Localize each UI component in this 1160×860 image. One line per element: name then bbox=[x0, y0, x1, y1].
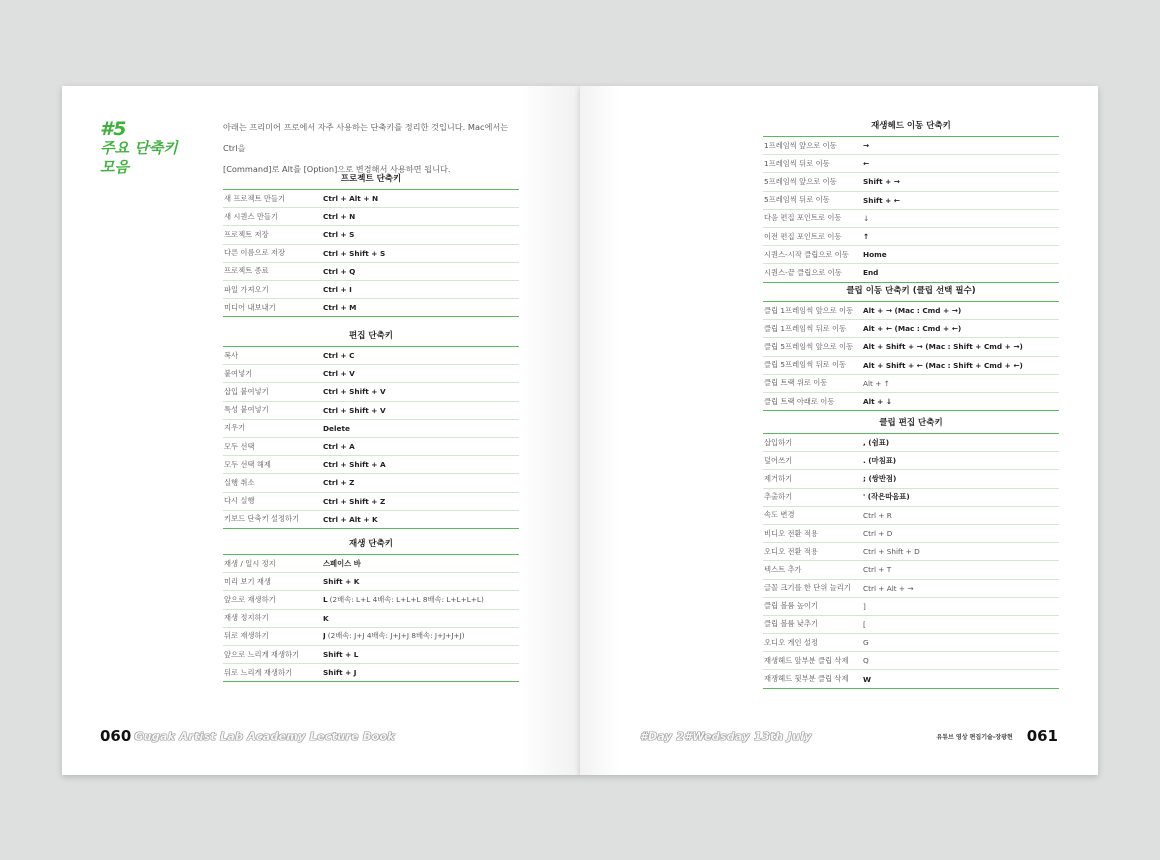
shortcut-action: 클립 5프레임씩 뒤로 이동 bbox=[764, 360, 847, 370]
key-combo: Ctrl + A bbox=[323, 442, 355, 452]
table-row bbox=[763, 543, 1059, 561]
shortcut-action: 재쟁헤드 뒷부분 클립 삭제 bbox=[764, 674, 849, 684]
shortcut-keys bbox=[323, 249, 519, 258]
table-row bbox=[223, 226, 519, 244]
table-row bbox=[763, 375, 1059, 393]
key-combo: J bbox=[323, 631, 326, 641]
shortcut-keys bbox=[863, 584, 1059, 593]
key-combo: Ctrl + Alt + K bbox=[323, 514, 378, 524]
shortcut-action: 시퀀스-시작 클립으로 이동 bbox=[764, 249, 849, 259]
section-title-line1: 주요 단축키 bbox=[100, 139, 178, 157]
shortcut-keys bbox=[863, 379, 1059, 388]
key-combo: Shift + ← bbox=[863, 195, 900, 205]
shortcut-action: 속도 변경 bbox=[764, 510, 795, 520]
shortcut-keys bbox=[863, 397, 1059, 406]
shortcut-action: 덮어쓰기 bbox=[764, 455, 793, 465]
shortcut-action: 클립 1프레임씩 뒤로 이동 bbox=[764, 323, 847, 333]
table-row bbox=[763, 489, 1059, 507]
shortcut-action: 텍스트 추가 bbox=[764, 564, 802, 574]
key-combo: Shift + J bbox=[323, 668, 357, 678]
shortcut-keys bbox=[323, 303, 519, 312]
table-row bbox=[763, 670, 1059, 688]
shortcut-action: 키보드 단축키 설정하기 bbox=[224, 514, 300, 524]
shortcut-action: 1프레임씩 뒤로 이동 bbox=[764, 158, 830, 168]
shortcut-keys bbox=[863, 474, 1059, 484]
key-combo: [ bbox=[863, 619, 866, 629]
table-row bbox=[223, 190, 519, 208]
table-row bbox=[763, 338, 1059, 356]
key-combo: Delete bbox=[323, 423, 350, 433]
table-row bbox=[763, 264, 1059, 282]
shortcut-action: 다음 편집 포인트로 이동 bbox=[764, 213, 842, 223]
shortcut-action: 클립 트랙 아래로 이동 bbox=[764, 396, 835, 406]
shortcut-keys bbox=[323, 406, 519, 415]
shortcut-keys bbox=[323, 515, 519, 524]
credit-text: 유튜브 영상 편집기술-장광현 bbox=[936, 733, 1013, 741]
table-row bbox=[223, 591, 519, 609]
shortcut-keys bbox=[323, 267, 519, 276]
table-title: 프로젝트 단축키 bbox=[223, 172, 519, 190]
shortcut-keys bbox=[323, 460, 519, 469]
key-combo: Ctrl + I bbox=[323, 285, 352, 295]
shortcut-keys bbox=[323, 577, 519, 586]
shortcut-action: 앞으로 느리게 재생하기 bbox=[224, 649, 300, 659]
shortcut-action: 미디어 내보내기 bbox=[224, 302, 276, 312]
shortcut-action: 오디오 게인 설정 bbox=[764, 637, 818, 647]
shortcut-action: 추출하기 bbox=[764, 492, 793, 502]
shortcut-action: 다른 이름으로 저장 bbox=[224, 248, 286, 258]
shortcut-action: 제거하기 bbox=[764, 473, 793, 483]
shortcut-action: 삽입 붙여넣기 bbox=[224, 386, 269, 396]
shortcut-action: 1프레임씩 앞으로 이동 bbox=[764, 140, 837, 150]
key-combo: Ctrl + V bbox=[323, 369, 355, 379]
shortcut-keys bbox=[863, 177, 1059, 186]
shortcut-keys bbox=[863, 342, 1059, 351]
shortcut-action: 클립 볼륨 높이기 bbox=[764, 601, 818, 611]
shortcut-keys bbox=[863, 602, 1059, 611]
shortcut-action: 프로젝트 저장 bbox=[224, 229, 269, 239]
table-row bbox=[223, 208, 519, 226]
key-combo: K bbox=[323, 613, 329, 623]
key-note: (2배속: J+J 4배속: J+J+J 8배속: J+J+J+J) bbox=[327, 631, 465, 641]
table-row bbox=[223, 511, 519, 529]
key-combo: Ctrl + C bbox=[323, 351, 355, 361]
key-combo: L bbox=[323, 594, 328, 604]
key-combo: ↑ bbox=[863, 232, 870, 242]
table-row bbox=[223, 402, 519, 420]
shortcut-action: 클립 트랙 위로 이동 bbox=[764, 378, 828, 388]
key-combo: Ctrl + Alt + → bbox=[863, 583, 914, 593]
table-row bbox=[223, 263, 519, 281]
shortcut-action: 재생 / 일시 정지 bbox=[224, 558, 276, 568]
table-row bbox=[763, 210, 1059, 228]
shortcut-keys bbox=[863, 620, 1059, 629]
shortcut-keys bbox=[323, 631, 519, 641]
shortcut-action: 실행 취소 bbox=[224, 477, 255, 487]
table-row bbox=[763, 561, 1059, 579]
table-playhead-shortcuts bbox=[763, 119, 1059, 283]
shortcut-keys bbox=[323, 230, 519, 239]
shortcut-keys bbox=[323, 668, 519, 677]
table-title: 재생 단축키 bbox=[223, 537, 519, 555]
key-combo: Home bbox=[863, 250, 887, 260]
shortcut-keys bbox=[863, 159, 1059, 168]
key-combo: Alt + ↓ bbox=[863, 397, 892, 407]
shortcut-action: 모두 선택 해제 bbox=[224, 459, 271, 469]
key-combo: Ctrl + N bbox=[323, 212, 356, 222]
shortcut-keys bbox=[863, 250, 1059, 259]
shortcut-action: 클립 1프레임씩 앞으로 이동 bbox=[764, 305, 854, 315]
key-combo: → bbox=[863, 141, 870, 151]
section-number: #5 bbox=[100, 118, 127, 140]
intro-line: [Command]로 Alt를 [Option]으로 변경해서 사용하면 됩니다. bbox=[223, 164, 451, 174]
key-combo: Q bbox=[863, 656, 869, 666]
table-row bbox=[223, 646, 519, 664]
shortcut-action: 비디오 전환 적용 bbox=[764, 528, 818, 538]
key-combo: W bbox=[863, 674, 872, 684]
shortcut-keys bbox=[863, 638, 1059, 647]
running-title: #Day 2#Wedsday 13th July bbox=[640, 729, 812, 743]
shortcut-action: 다시 실행 bbox=[224, 496, 255, 506]
section-title-line2: 모음 bbox=[100, 158, 129, 176]
shortcut-keys bbox=[323, 194, 519, 203]
table-row bbox=[223, 628, 519, 646]
shortcut-action: 모두 선택 bbox=[224, 441, 255, 451]
intro-line: 아래는 프리미어 프로에서 자주 사용하는 단축키를 정리한 것입니다. Mac에서는 Ctrl을 bbox=[223, 122, 509, 153]
shortcut-keys bbox=[863, 456, 1059, 466]
table-clip-edit-shortcuts bbox=[763, 416, 1059, 689]
shortcut-keys bbox=[863, 268, 1059, 277]
key-combo: ; (쌍반점) bbox=[863, 473, 897, 483]
table-title: 재생헤드 이동 단축키 bbox=[763, 119, 1059, 137]
table-row bbox=[223, 281, 519, 299]
table-title: 클립 편집 단축키 bbox=[763, 416, 1059, 434]
intro-paragraph bbox=[223, 117, 523, 180]
key-combo: Ctrl + Shift + V bbox=[323, 387, 386, 397]
table-row bbox=[763, 192, 1059, 210]
table-row bbox=[763, 246, 1059, 264]
shortcut-action: 파일 가져오기 bbox=[224, 284, 269, 294]
shortcut-keys bbox=[863, 656, 1059, 665]
table-row bbox=[223, 347, 519, 365]
key-combo: Shift + → bbox=[863, 177, 900, 187]
table-title: 클립 이동 단축키 (클립 선택 필수) bbox=[763, 284, 1059, 302]
shortcut-action: 시퀀스-끝 클립으로 이동 bbox=[764, 267, 842, 277]
table-row bbox=[223, 474, 519, 492]
shortcut-action: 클립 볼륨 낮추기 bbox=[764, 619, 818, 629]
shortcut-action: 지우기 bbox=[224, 423, 246, 433]
table-row bbox=[763, 173, 1059, 191]
shortcut-action: 새 프로젝트 만들기 bbox=[224, 193, 286, 203]
key-combo: Alt + Shift + → (Mac : Shift + Cmd + →) bbox=[863, 342, 1023, 352]
table-clip-move-shortcuts bbox=[763, 284, 1059, 411]
table-row bbox=[763, 470, 1059, 488]
shortcut-keys bbox=[863, 438, 1059, 448]
key-combo: Ctrl + Alt + N bbox=[323, 194, 379, 204]
key-combo: Alt + ← (Mac : Cmd + ←) bbox=[863, 324, 962, 334]
shortcut-action: 재생 정지하기 bbox=[224, 613, 269, 623]
key-combo: Alt + ↑ bbox=[863, 378, 890, 388]
table-row bbox=[763, 598, 1059, 616]
shortcut-keys bbox=[863, 141, 1059, 150]
shortcut-action: 클립 5프레임씩 앞으로 이동 bbox=[764, 341, 854, 351]
key-combo: Ctrl + T bbox=[863, 565, 892, 575]
shortcut-action: 붙여넣기 bbox=[224, 368, 253, 378]
shortcut-keys bbox=[863, 214, 1059, 223]
left-page bbox=[62, 86, 580, 775]
page-number: 060 bbox=[100, 727, 132, 745]
shortcut-action: 이전 편집 포인트로 이동 bbox=[764, 231, 842, 241]
key-combo: Ctrl + Shift + S bbox=[323, 248, 386, 258]
table-row bbox=[223, 555, 519, 573]
shortcut-keys bbox=[323, 595, 519, 605]
table-row bbox=[763, 452, 1059, 470]
shortcut-keys bbox=[863, 565, 1059, 574]
shortcut-action: 특성 붙여넣기 bbox=[224, 405, 269, 415]
key-note: (2배속: L+L 4배속: L+L+L 8배속: L+L+L+L) bbox=[329, 594, 484, 604]
shortcut-keys bbox=[863, 492, 1059, 502]
key-combo: ↓ bbox=[863, 213, 870, 223]
shortcut-action: 5프레임씩 뒤로 이동 bbox=[764, 195, 830, 205]
key-combo: Shift + L bbox=[323, 650, 359, 660]
key-combo: 스페이스 바 bbox=[323, 558, 361, 568]
shortcut-action: 앞으로 재생하기 bbox=[224, 594, 276, 604]
shortcut-keys bbox=[323, 369, 519, 378]
shortcut-action: 프로젝트 종료 bbox=[224, 266, 269, 276]
shortcut-keys bbox=[323, 442, 519, 451]
table-row bbox=[223, 245, 519, 263]
shortcut-keys bbox=[863, 675, 1059, 684]
key-combo: Alt + Shift + ← (Mac : Shift + Cmd + ←) bbox=[863, 360, 1023, 370]
shortcut-keys bbox=[323, 285, 519, 294]
key-combo: Ctrl + Q bbox=[323, 266, 356, 276]
key-combo: Ctrl + S bbox=[323, 230, 355, 240]
shortcut-keys bbox=[323, 650, 519, 659]
key-combo: Ctrl + Shift + A bbox=[323, 460, 386, 470]
table-row bbox=[223, 493, 519, 511]
table-project-shortcuts bbox=[223, 172, 519, 317]
table-edit-shortcuts bbox=[223, 329, 519, 529]
table-row bbox=[763, 155, 1059, 173]
shortcut-action: 오디오 전환 적용 bbox=[764, 546, 818, 556]
table-title: 편집 단축키 bbox=[223, 329, 519, 347]
shortcut-keys bbox=[863, 196, 1059, 205]
table-row bbox=[223, 573, 519, 591]
page-number: 061 bbox=[1026, 727, 1058, 745]
shortcut-keys bbox=[323, 387, 519, 396]
key-combo: ] bbox=[863, 601, 866, 611]
shortcut-action: 재생헤드 앞부분 클립 삭제 bbox=[764, 655, 849, 665]
right-footer bbox=[640, 726, 1058, 746]
table-row bbox=[223, 365, 519, 383]
shortcut-action: 복사 bbox=[224, 350, 239, 360]
table-row bbox=[223, 456, 519, 474]
right-page bbox=[580, 86, 1098, 775]
shortcut-keys bbox=[323, 212, 519, 221]
shortcut-action: 미리 보기 재생 bbox=[224, 576, 271, 586]
shortcut-keys bbox=[863, 232, 1059, 241]
shortcut-keys bbox=[863, 529, 1059, 538]
key-combo: G bbox=[863, 638, 869, 648]
running-title: Gugak Artist Lab Academy Lecture Book bbox=[134, 729, 395, 743]
key-combo: Ctrl + D bbox=[863, 529, 893, 539]
table-row bbox=[763, 507, 1059, 525]
shortcut-keys bbox=[863, 547, 1059, 556]
shortcut-action: 삽입하기 bbox=[764, 437, 793, 447]
key-combo: Ctrl + M bbox=[323, 303, 357, 313]
table-row bbox=[763, 228, 1059, 246]
key-combo: . (마침표) bbox=[863, 455, 897, 465]
table-row bbox=[763, 302, 1059, 320]
key-combo: Alt + → (Mac : Cmd + →) bbox=[863, 306, 962, 316]
table-row bbox=[223, 610, 519, 628]
table-row bbox=[763, 434, 1059, 452]
shortcut-keys bbox=[863, 306, 1059, 315]
key-combo: ' (작은따옴표) bbox=[863, 492, 910, 502]
key-combo: End bbox=[863, 268, 879, 278]
shortcut-keys bbox=[323, 351, 519, 360]
key-combo: , (쉼표) bbox=[863, 437, 890, 447]
table-row bbox=[763, 616, 1059, 634]
shortcut-keys bbox=[323, 424, 519, 433]
table-row bbox=[763, 634, 1059, 652]
key-combo: Ctrl + Z bbox=[323, 478, 355, 488]
table-row bbox=[763, 580, 1059, 598]
shortcut-keys bbox=[323, 497, 519, 506]
shortcut-keys bbox=[863, 324, 1059, 333]
left-footer bbox=[100, 726, 395, 746]
shortcut-action: 새 시퀀스 만들기 bbox=[224, 211, 278, 221]
table-row bbox=[763, 320, 1059, 338]
table-row bbox=[763, 357, 1059, 375]
table-row bbox=[223, 420, 519, 438]
shortcut-keys bbox=[323, 478, 519, 487]
shortcut-action: 뒤로 재생하기 bbox=[224, 631, 269, 641]
key-combo: Ctrl + Shift + Z bbox=[323, 496, 386, 506]
shortcut-action: 뒤로 느리게 재생하기 bbox=[224, 667, 293, 677]
table-row bbox=[223, 299, 519, 317]
shortcut-keys bbox=[863, 511, 1059, 520]
shortcut-keys bbox=[863, 361, 1059, 370]
table-playback-shortcuts bbox=[223, 537, 519, 682]
table-row bbox=[223, 383, 519, 401]
table-row bbox=[223, 664, 519, 682]
shortcut-keys bbox=[323, 559, 519, 569]
key-combo: ← bbox=[863, 159, 870, 169]
table-row bbox=[763, 525, 1059, 543]
shortcut-action: 5프레임씩 앞으로 이동 bbox=[764, 176, 837, 186]
key-combo: Shift + K bbox=[323, 577, 360, 587]
section-heading bbox=[100, 120, 200, 177]
shortcut-action: 글꼴 크기를 한 단위 늘리기 bbox=[764, 583, 851, 593]
table-row bbox=[763, 652, 1059, 670]
table-row bbox=[223, 438, 519, 456]
key-combo: Ctrl + Shift + D bbox=[863, 547, 920, 557]
key-combo: Ctrl + Shift + V bbox=[323, 405, 386, 415]
key-combo: Ctrl + R bbox=[863, 510, 892, 520]
table-row bbox=[763, 393, 1059, 411]
shortcut-keys bbox=[323, 614, 519, 623]
table-row bbox=[763, 137, 1059, 155]
